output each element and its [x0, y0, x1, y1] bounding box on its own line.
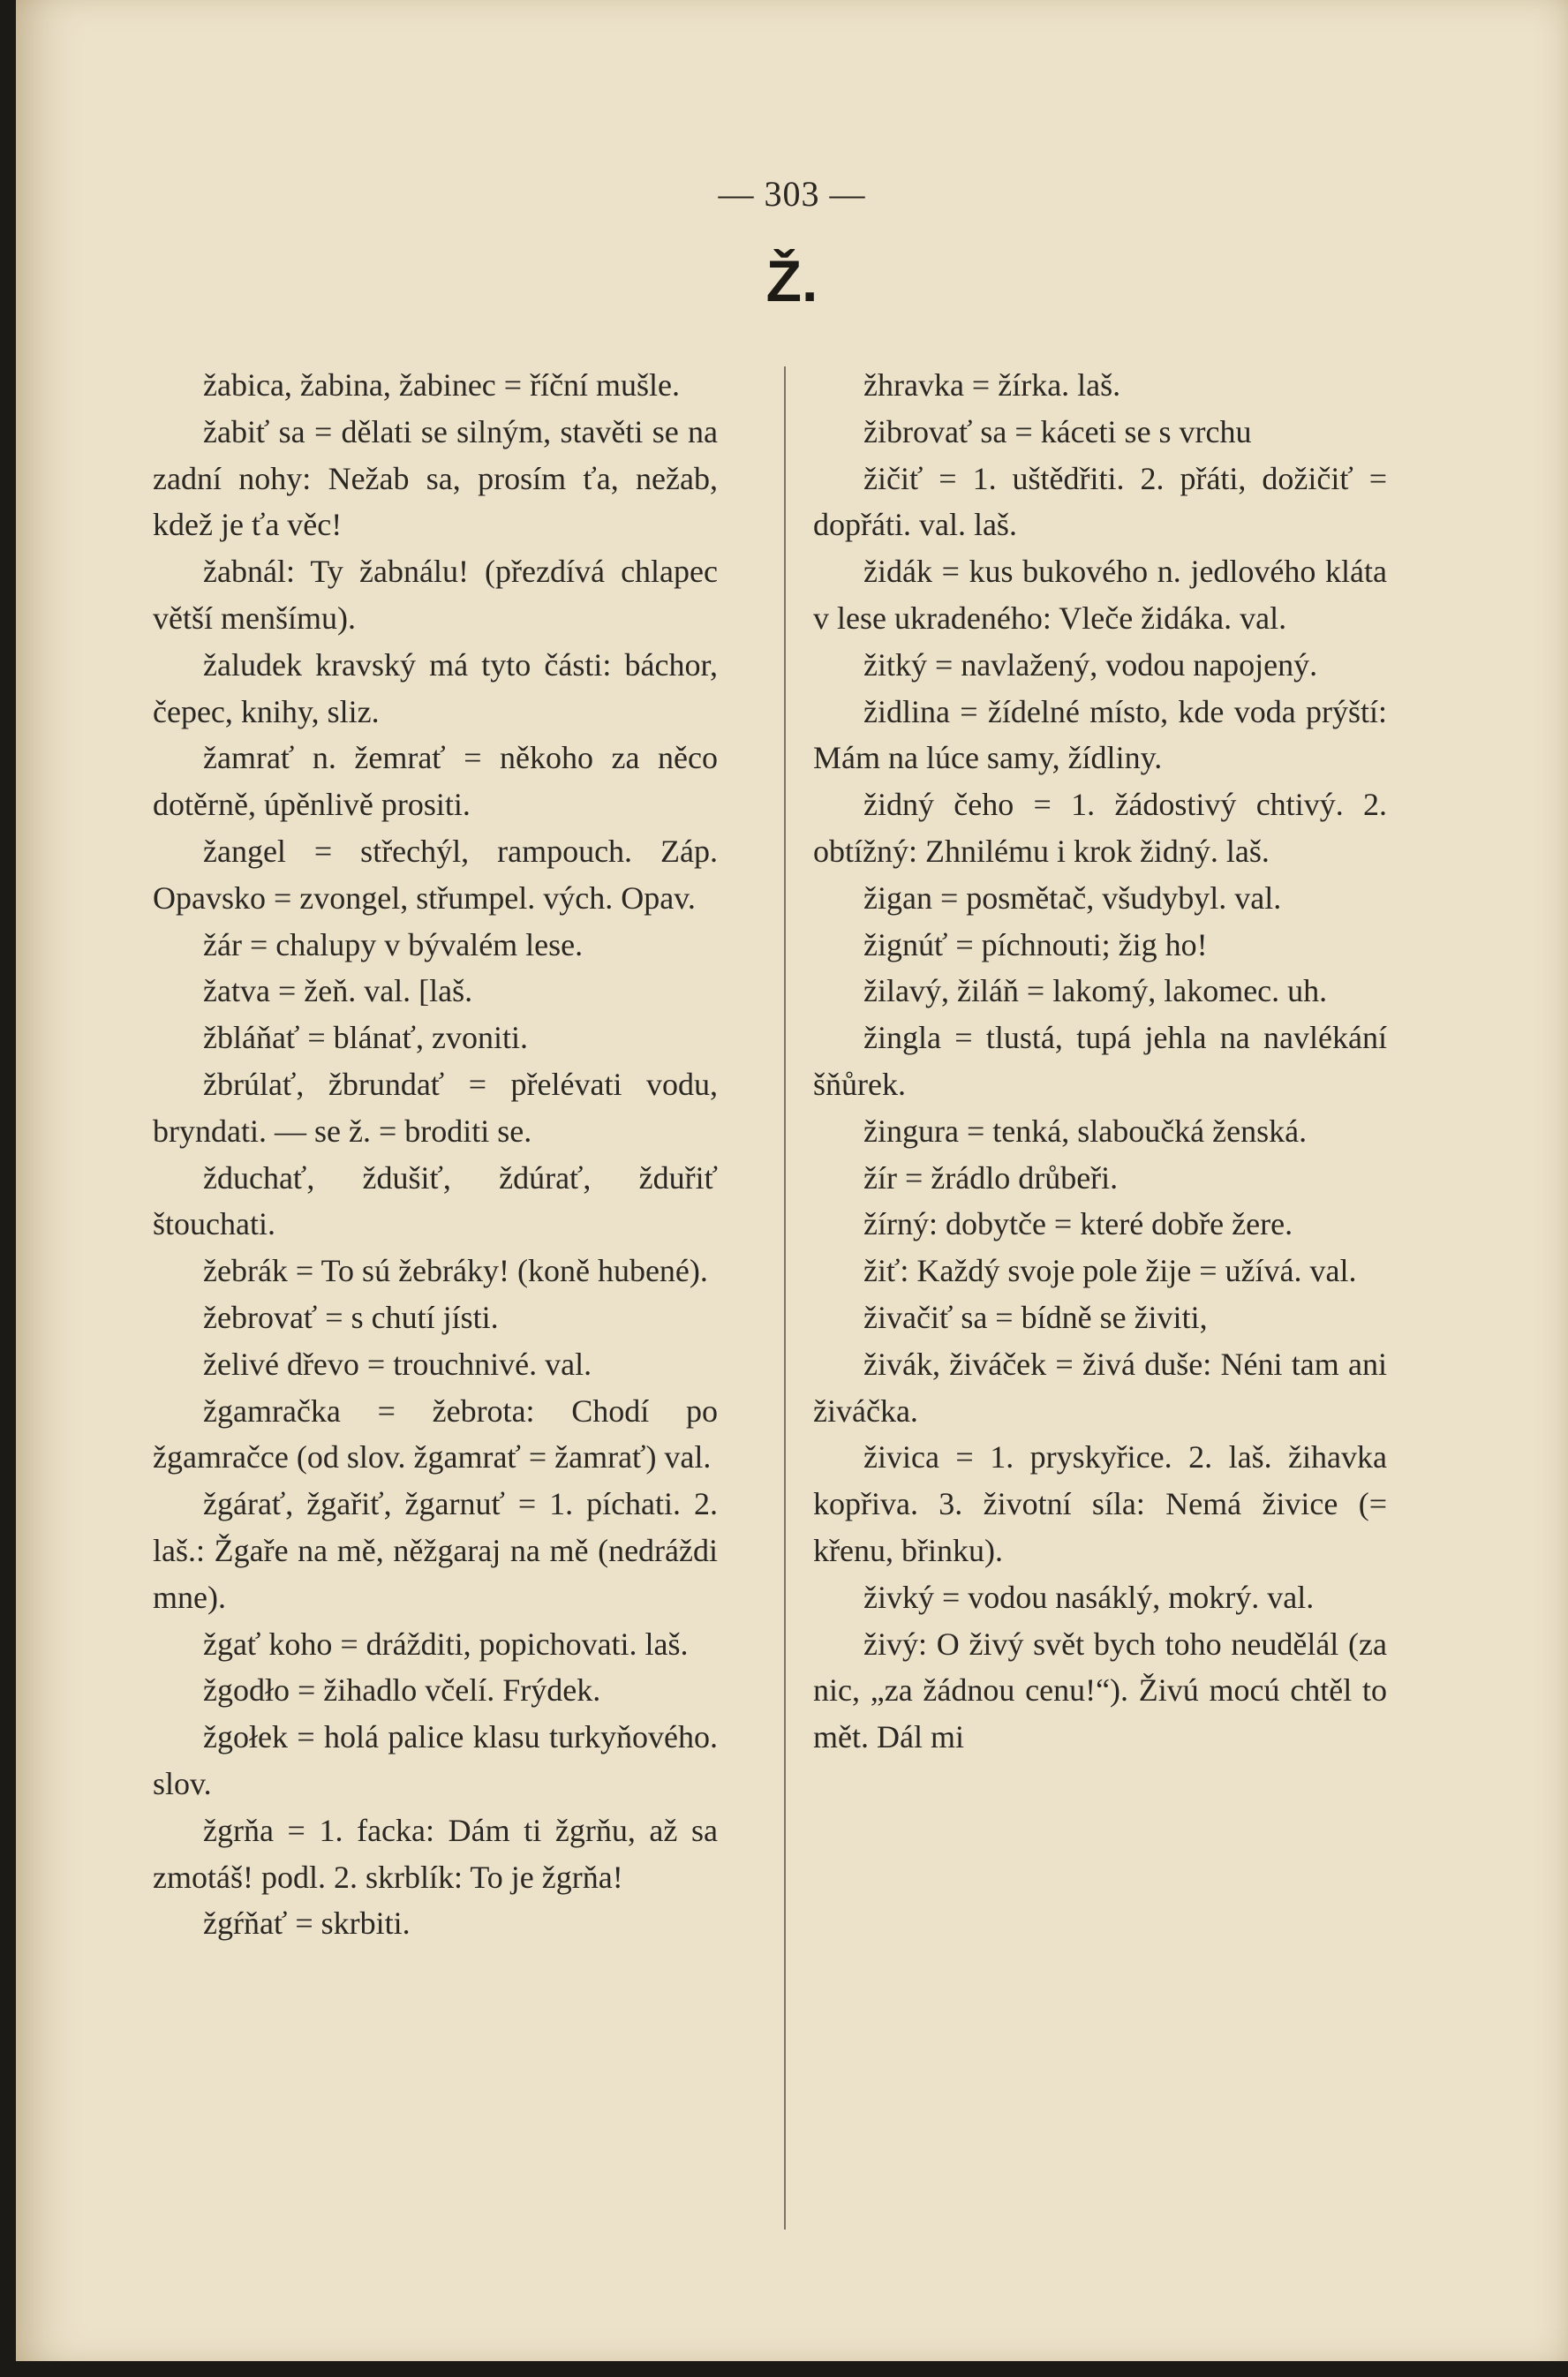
dictionary-entry: žabiť sa = dělati se silným, stavěti se na zadní nohy: Nežab sa, prosím ťa, nežab, kdež je ťa věc!	[153, 413, 718, 543]
dictionary-entry: žgodło = žihadlo včelí. Frýdek.	[203, 1672, 601, 1709]
dictionary-entry: žangel = střechýl, rampouch. Záp. Opavsko = zvongel, střumpel. vých. Opav.	[153, 833, 718, 916]
dictionary-entry: žabica, žabina, žabinec = říční mušle.	[203, 367, 681, 403]
dictionary-entry: žigan = posmětač, všudybyl. val.	[863, 879, 1282, 916]
dictionary-entry: žgať koho = drážditi, popichovati. laš.	[203, 1626, 689, 1662]
page-number: — 303 —	[718, 174, 866, 214]
dictionary-entry: žgrňa = 1. facka: Dám ti žgrňu, až sa zmotáš! podl. 2. skrblík: To je žgrňa!	[153, 1812, 718, 1895]
dictionary-entry: žamrať n. žemrať = někoho za něco dotěrně, úpěnlivě prositi.	[153, 740, 718, 823]
dictionary-entry: žhravka = žírka. laš.	[863, 367, 1121, 403]
dictionary-entry: žatva = žeň. val. [laš.	[203, 973, 473, 1009]
dictionary-entry: žgárať, žgařiť, žgarnuť = 1. píchati. 2. laš.: Žgaře na mě, něžgaraj na mě (nedráždi mne).	[153, 1486, 718, 1615]
column-divider	[784, 366, 786, 2230]
dictionary-entry: živák, živáček = živá duše: Néni tam ani živáčka.	[813, 1346, 1387, 1429]
dictionary-entry: živica = 1. pryskyřice. 2. laš. žihavka kopřiva. 3. životní síla: Nemá živice (= křenu, břinku).	[813, 1439, 1387, 1568]
dictionary-entry: žignúť = píchnouti; žig ho!	[863, 926, 1208, 962]
left-column	[153, 362, 718, 1947]
dictionary-entry: želivé dřevo = trouchnivé. val.	[203, 1346, 592, 1382]
dictionary-entry: žebrovať = s chutí jísti.	[203, 1299, 499, 1335]
dictionary-entry: žingla = tlustá, tupá jehla na navlékání šňůrek.	[813, 1020, 1387, 1102]
dictionary-entry: žibrovať sa = káceti se s vrchu	[863, 413, 1252, 449]
dictionary-entry: žaludek kravský má tyto části: báchor, čepec, knihy, sliz.	[153, 646, 718, 729]
dictionary-entry: žduchať, ždušiť, ždúrať, žduřiť štouchati.	[153, 1159, 718, 1242]
dictionary-entry: žilavý, žiláň = lakomý, lakomec. uh.	[863, 973, 1328, 1009]
dictionary-entry: židák = kus bukového n. jedlového kláta v lese ukradeného: Vleče židáka. val.	[813, 554, 1387, 636]
dictionary-entry: žírný: dobytče = které dobře žere.	[863, 1206, 1293, 1242]
dictionary-entry: žgamračka = žebrota: Chodí po žgamračce (od slov. žgamrať = žamrať) val.	[153, 1392, 718, 1475]
dictionary-entry: židlina = žídelné místo, kde voda prýští: Mám na lúce samy, žídliny.	[813, 693, 1387, 776]
dictionary-entry: živký = vodou nasáklý, mokrý. val.	[863, 1579, 1315, 1615]
dictionary-entry: židný čeho = 1. žádostivý chtivý. 2. obtížný: Zhnilému i krok židný. laš.	[813, 787, 1387, 869]
right-column	[813, 362, 1387, 1761]
dictionary-entry: žbláňať = blánať, zvoniti.	[203, 1020, 528, 1056]
dictionary-entry: žingura = tenká, slaboučká ženská.	[863, 1113, 1308, 1149]
dictionary-entry: žabnál: Ty žabnálu! (přezdívá chlapec větší menšímu).	[153, 554, 718, 636]
dictionary-entry: žgŕňať = skrbiti.	[203, 1905, 411, 1942]
dictionary-entry: žgołek = holá palice klasu turkyňového. slov.	[153, 1719, 718, 1801]
dictionary-entry: žičiť = 1. uštědřiti. 2. přáti, dožičiť = dopřáti. val. laš.	[813, 460, 1387, 543]
dictionary-entry: živačiť sa = bídně se živiti,	[863, 1299, 1208, 1335]
dictionary-entry: žír = žrádlo drůbeři.	[863, 1159, 1119, 1196]
dictionary-entry: žebrák = To sú žebráky! (koně hubené).	[203, 1253, 708, 1289]
dictionary-entry: živý: O živý svět bych toho neudělál (za nic, „za žádnou cenu!“). Živú mocú chtěl to mět. Dál mi	[813, 1626, 1387, 1755]
dictionary-entry: žár = chalupy v bývalém lese.	[203, 926, 584, 962]
dictionary-entry: žitký = navlažený, vodou napojený.	[863, 646, 1318, 683]
dictionary-page	[16, 0, 1568, 2361]
dictionary-entry: žbrúlať, žbrundať = přelévati vodu, bryndati. — se ž. = broditi se.	[153, 1066, 718, 1149]
dictionary-entry: žiť: Každý svoje pole žije = užívá. val.	[863, 1253, 1357, 1289]
section-letter: Ž.	[765, 248, 818, 313]
